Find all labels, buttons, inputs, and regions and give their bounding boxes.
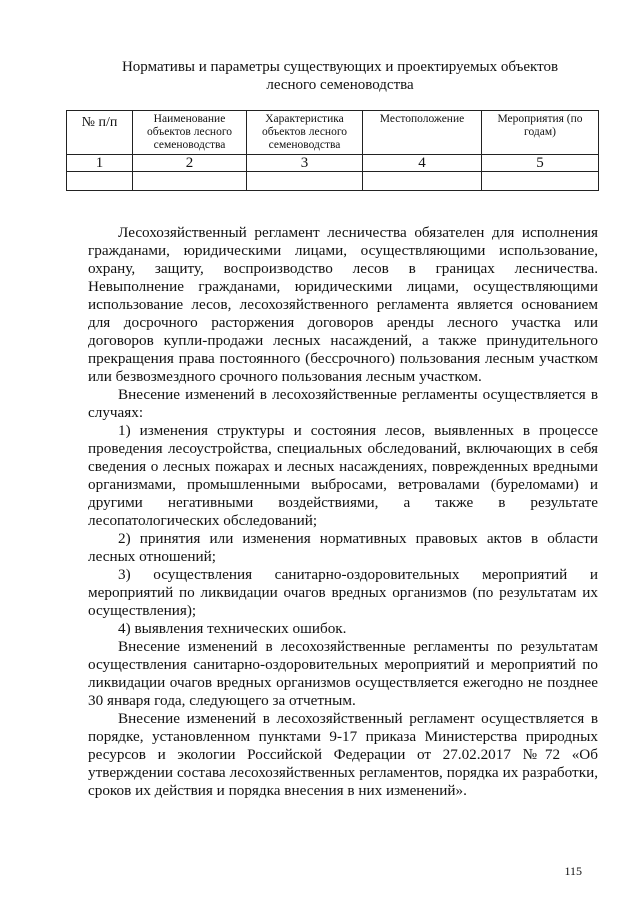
- table-title-line-1: Нормативы и параметры существующих и проектируемых объектов: [121, 59, 559, 75]
- header-location: Местоположение: [363, 111, 482, 155]
- header-object-characteristics: Характеристика объектов лесного семеноводства: [247, 111, 363, 155]
- column-number-4: 4: [363, 155, 482, 172]
- list-item-sanitary-measures: 3) осуществления санитарно-оздоровительных мероприятий и мероприятий по ликвидации очагов вредных организмов (по результатам их осуществления);: [88, 566, 598, 619]
- table-column-numbers-row: [67, 155, 599, 172]
- table-title: [90, 58, 590, 94]
- page-number: 115: [564, 864, 582, 878]
- column-number-2: 2: [133, 155, 247, 172]
- empty-cell: [363, 172, 482, 191]
- header-number: № п/п: [67, 111, 133, 155]
- header-measures: Мероприятия (по годам): [482, 111, 599, 155]
- empty-cell: [133, 172, 247, 191]
- paragraph-regulation-obligation: Лесохозяйственный регламент лесничества обязателен для исполнения гражданами, юридическими лицами, осуществляющими использование, охрану, защиту, воспроизводство лесов в границах лесничества. Невыполнение гражданами, юридическими лицами, осуществляющими использование лесов, лесохозяйственного регламента является основанием для досрочного расторжения договоров аренды лесного участка или договоров купли-продажи лесных насаждений, а также принудительного прекращения права постоянного (бессрочного) пользования лесным участком или безвозмездного срочного пользования лесным участком.: [88, 224, 598, 385]
- list-item-technical-errors: 4) выявления технических ошибок.: [118, 620, 347, 637]
- norms-table: [66, 110, 599, 191]
- header-object-name: Наименование объектов лесного семеноводства: [133, 111, 247, 155]
- column-number-5: 5: [482, 155, 599, 172]
- list-item-forest-changes: 1) изменения структуры и состояния лесов, выявленных в процессе проведения лесоустройства, специальных обследований, включающих в себя сведения о лесных пожарах и лесных насаждениях, поврежденных вредными организмами, промышленными выбросами, ветровалами (буреломами) и другими негативными воздействиями, а также в результате лесопатологических обследований;: [88, 422, 598, 529]
- paragraph-amendment-cases-intro: Внесение изменений в лесохозяйственные регламенты осуществляется в случаях:: [88, 386, 598, 421]
- body-text: [88, 224, 598, 800]
- paragraph-amendment-procedure: Внесение изменений в лесохозяйственный регламент осуществляется в порядке, установленном пунктами 9-17 приказа Министерства природных ресурсов и экологии Российской Федерации от 27.02.2017 №72 «Об утверждении состава лесохозяйственных регламентов, порядка их разработки, сроков их действия и порядка внесения в них изменений».: [88, 710, 598, 799]
- table-empty-row: [67, 172, 599, 191]
- column-number-1: 1: [67, 155, 133, 172]
- table-header-row: [67, 111, 599, 155]
- empty-cell: [482, 172, 599, 191]
- paragraph-annual-amendment: Внесение изменений в лесохозяйственные регламенты по результатам осуществления санитарно-оздоровительных мероприятий и мероприятий по ликвидации очагов вредных организмов осуществляется ежегодно не позднее 30 января года, следующего за отчетным.: [88, 638, 598, 709]
- empty-cell: [247, 172, 363, 191]
- column-number-3: 3: [247, 155, 363, 172]
- table-title-line-2: лесного семеноводства: [266, 77, 414, 93]
- list-item-legal-acts: 2) принятия или изменения нормативных правовых актов в области лесных отношений;: [88, 530, 598, 565]
- empty-cell: [67, 172, 133, 191]
